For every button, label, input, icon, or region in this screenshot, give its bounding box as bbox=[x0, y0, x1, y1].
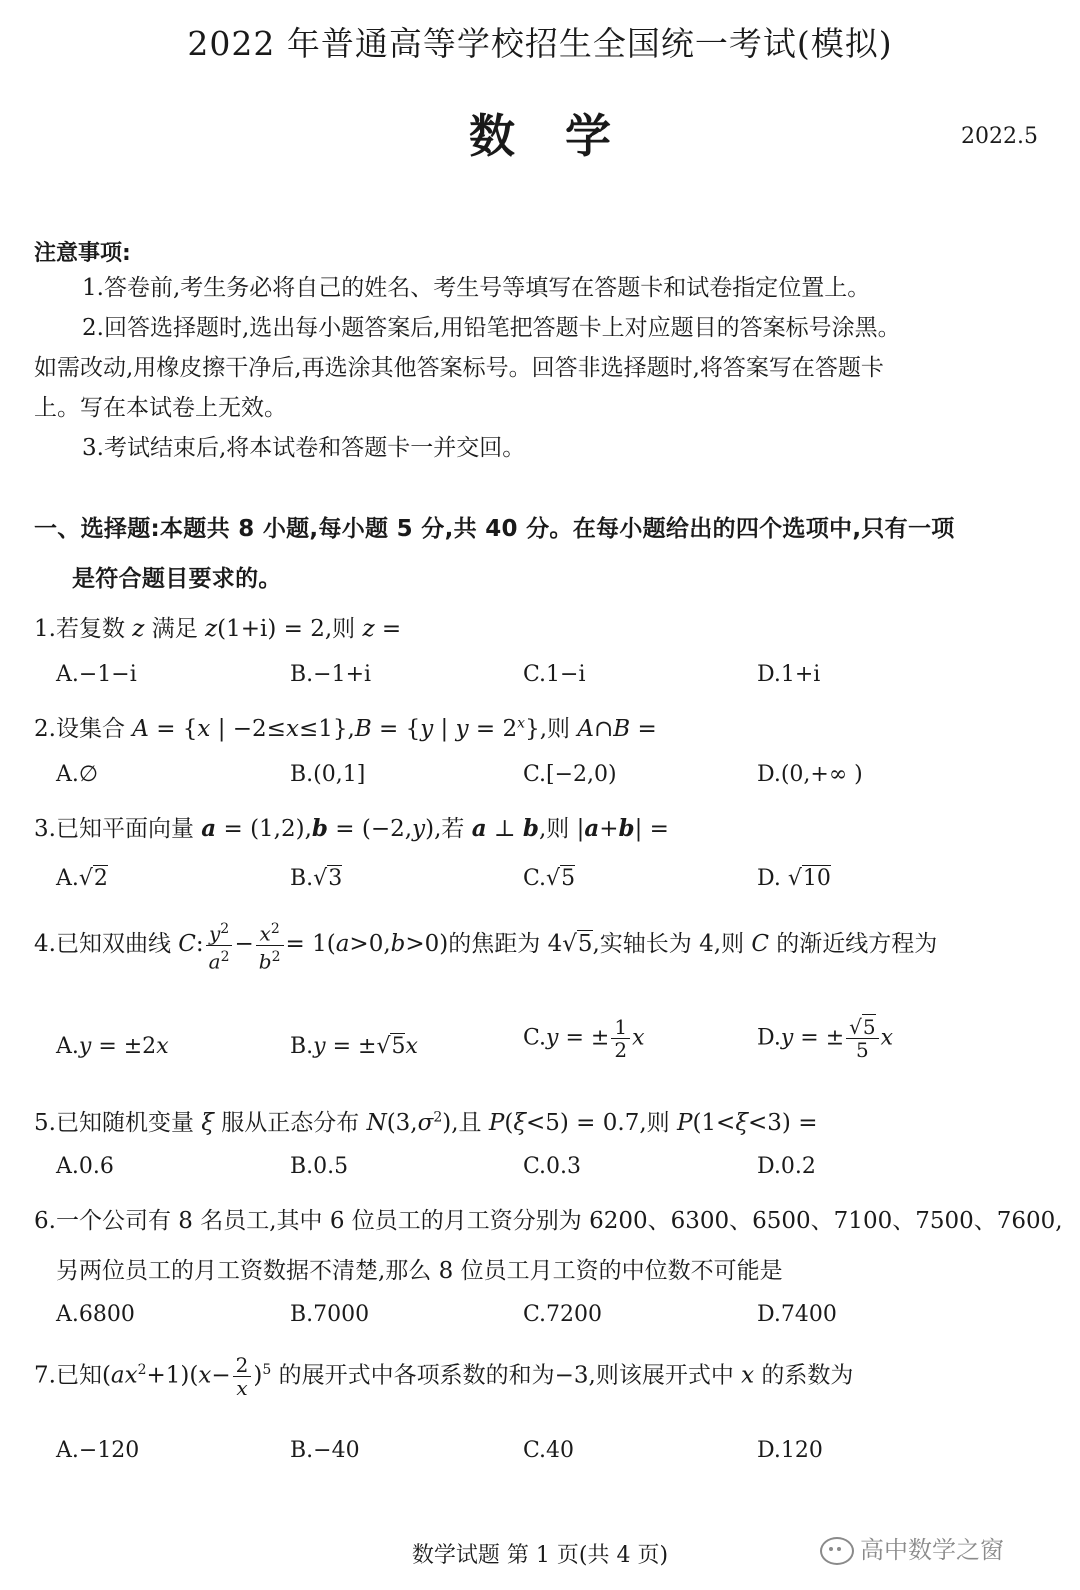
q7-option-d: D.120 bbox=[757, 1438, 823, 1463]
q6-option-b: B.7000 bbox=[290, 1302, 370, 1327]
q2-option-b: B.(0,1] bbox=[290, 762, 366, 787]
notice-title: 注意事项: bbox=[34, 241, 131, 266]
watermark bbox=[820, 1530, 1004, 1565]
q7-option-c: C.40 bbox=[523, 1438, 575, 1463]
section-heading-cont: 是符合题目要求的。 bbox=[72, 566, 282, 592]
question-5: 5.已知随机变量 ξ 服从正态分布 $N(3,\sigma^2)$,且 P(ξ<5) = 0.7,则 P(1<ξ<3) = bbox=[34, 1109, 818, 1136]
question-4: 4.已知双曲线 C: $\frac{y^2}{a^2}$ − $\frac{x^2}{b^2}$ = 1(a>0,b>0)的焦距为 4√5,实轴长为 4,则 C 的渐近线方程为 bbox=[34, 918, 937, 972]
question-6-cont: 另两位员工的月工资数据不清楚,那么 8 位员工月工资的中位数不可能是 bbox=[56, 1258, 783, 1284]
question-2: 2.设集合 A = {x | −2≤x≤1},B = {y | $y = 2^x$},则 A∩B = bbox=[34, 715, 657, 742]
q2-option-c: C.[−2,0) bbox=[523, 762, 617, 787]
question-6: 6.一个公司有 8 名员工,其中 6 位员工的月工资分别为 6200、6300、6500、7100、7500、7600, bbox=[34, 1208, 1063, 1234]
question-7: 7.已知$(ax^2+1)(x-$ $\frac{2}{x}$ )$^5$ 的展开式中各项系数的和为−3,则该展开式中 x 的系数为 bbox=[34, 1353, 854, 1400]
notice-item-2-cont: 如需改动,用橡皮擦干净后,再选涂其他答案标号。回答非选择题时,将答案写在答题卡 bbox=[34, 355, 884, 381]
q5-option-a: A.0.6 bbox=[56, 1154, 114, 1179]
q3-option-d: D. √10 bbox=[757, 866, 831, 891]
q2-option-d: D.(0,+∞ ) bbox=[757, 762, 863, 787]
exam-title: 2022 年普通高等学校招生全国统一考试(模拟) bbox=[187, 24, 893, 63]
q1-option-b: B.−1+i bbox=[290, 662, 372, 687]
question-3: 3.已知平面向量 a = (1,2),b = (−2,y),若 a ⊥ b,则 |a+b| = bbox=[34, 815, 669, 842]
wechat-icon bbox=[820, 1537, 854, 1565]
q1-option-c: C.1−i bbox=[523, 662, 586, 687]
q3-option-c: C.√5 bbox=[523, 866, 576, 891]
q6-option-c: C.7200 bbox=[523, 1302, 603, 1327]
notice-item-2-end: 上。写在本试卷上无效。 bbox=[34, 395, 287, 421]
q4-option-d: D.y = ± $\frac{√5}{5}$ x bbox=[757, 1015, 894, 1062]
question-1: 1.若复数 z 满足 z(1+i) = 2,则 z = bbox=[34, 616, 402, 642]
q6-option-a: A.6800 bbox=[56, 1302, 135, 1327]
exam-date: 2022.5 bbox=[961, 124, 1038, 149]
q5-option-b: B.0.5 bbox=[290, 1154, 349, 1179]
q4-option-b: B.y = ±√5x bbox=[290, 1034, 418, 1059]
section-heading: 一、选择题:本题共 8 小题,每小题 5 分,共 40 分。在每小题给出的四个选项中,只有一项 bbox=[34, 516, 955, 542]
subject-title: 数学 bbox=[469, 109, 661, 163]
q1-option-a: A.−1−i bbox=[56, 662, 137, 687]
q4-option-c: C.y = ± $\frac{1}{2}$ x bbox=[523, 1015, 645, 1062]
q3-option-a: A.√2 bbox=[56, 866, 108, 891]
notice-item-2: 2.回答选择题时,选出每小题答案后,用铅笔把答题卡上对应题目的答案标号涂黑。 bbox=[82, 315, 901, 341]
q6-option-d: D.7400 bbox=[757, 1302, 837, 1327]
notice-item-3: 3.考试结束后,将本试卷和答题卡一并交回。 bbox=[82, 435, 526, 461]
q4-option-a: A.y = ±2x bbox=[56, 1034, 169, 1059]
q7-option-a: A.−120 bbox=[56, 1438, 140, 1463]
q1-option-d: D.1+i bbox=[757, 662, 821, 687]
watermark-text: 高中数学之窗 bbox=[860, 1536, 1004, 1564]
notice-item-1: 1.答卷前,考生务必将自己的姓名、考生号等填写在答题卡和试卷指定位置上。 bbox=[82, 275, 871, 301]
q2-option-a: A.∅ bbox=[56, 762, 99, 787]
q7-option-b: B.−40 bbox=[290, 1438, 360, 1463]
q3-option-b: B.√3 bbox=[290, 866, 343, 891]
page-footer: 数学试题 第 1 页(共 4 页) bbox=[411, 1543, 669, 1568]
q5-option-c: C.0.3 bbox=[523, 1154, 582, 1179]
q5-option-d: D.0.2 bbox=[757, 1154, 816, 1179]
